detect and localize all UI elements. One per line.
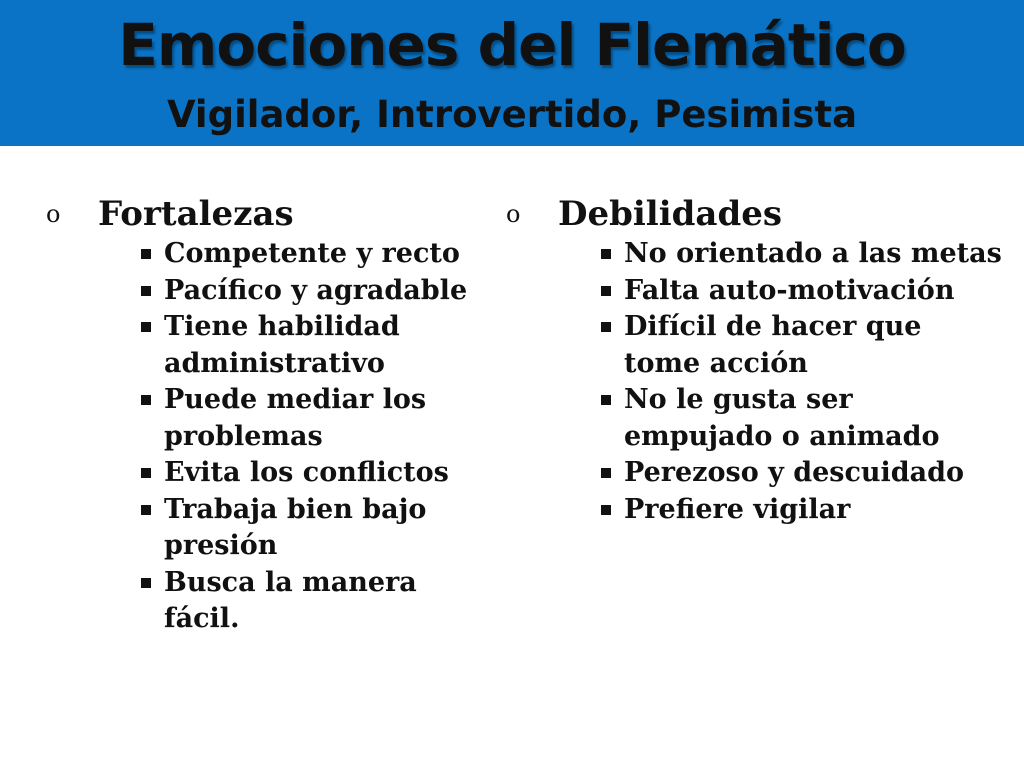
list-item-text: Evita los conflictos — [164, 457, 449, 488]
circle-bullet-icon: o — [506, 200, 521, 228]
list-item-text: No orientado a las metas — [624, 238, 1002, 269]
list-item-text: Competente y recto — [164, 238, 460, 269]
list-item — [46, 492, 486, 565]
list-item-text: Puede mediar los problemas — [164, 384, 427, 452]
square-bullet-icon — [601, 505, 611, 515]
square-bullet-icon — [601, 468, 611, 478]
square-bullet-icon — [141, 505, 151, 515]
page-title: Emociones del Flemático — [118, 11, 906, 79]
square-bullet-icon — [141, 578, 151, 588]
weaknesses-column — [506, 192, 1006, 528]
weaknesses-list — [506, 236, 1006, 528]
list-item — [46, 309, 486, 382]
list-item-text: Busca la manera fácil. — [164, 566, 417, 634]
circle-bullet-icon: o — [46, 200, 61, 228]
square-bullet-icon — [601, 249, 611, 259]
square-bullet-icon — [141, 286, 151, 296]
list-item — [506, 309, 1006, 382]
square-bullet-icon — [601, 395, 611, 405]
list-item-text: Tiene habilidad administrativo — [164, 311, 400, 379]
square-bullet-icon — [141, 468, 151, 478]
square-bullet-icon — [601, 286, 611, 296]
list-item — [46, 565, 486, 638]
square-bullet-icon — [601, 322, 611, 332]
list-item-text: Falta auto-motivación — [624, 274, 955, 306]
list-item-text: Perezoso y descuidado — [624, 457, 965, 488]
list-item-text: Prefiere vigilar — [624, 493, 851, 525]
square-bullet-icon — [141, 395, 151, 405]
list-item-text: Difícil de hacer que tome acción — [624, 311, 922, 379]
square-bullet-icon — [141, 322, 151, 332]
list-item — [46, 273, 486, 310]
list-item — [506, 236, 1006, 273]
strengths-heading: Fortalezas — [98, 194, 294, 234]
page-subtitle: Vigilador, Introvertido, Pesimista — [166, 93, 858, 136]
weaknesses-heading: Debilidades — [558, 194, 782, 234]
list-item — [46, 455, 486, 492]
strengths-column — [46, 192, 486, 638]
header-banner — [0, 0, 1024, 146]
weaknesses-heading-row — [506, 192, 1006, 236]
list-item — [506, 455, 1006, 492]
list-item-text: Pacífico y agradable — [164, 274, 468, 306]
list-item — [46, 236, 486, 273]
square-bullet-icon — [141, 249, 151, 259]
strengths-list — [46, 236, 486, 638]
list-item — [506, 382, 1006, 455]
list-item-text: No le gusta ser empujado o animado — [624, 384, 940, 452]
strengths-heading-row — [46, 192, 486, 236]
list-item — [506, 492, 1006, 529]
list-item — [46, 382, 486, 455]
list-item-text: Trabaja bien bajo presión — [164, 493, 427, 561]
list-item — [506, 273, 1006, 310]
